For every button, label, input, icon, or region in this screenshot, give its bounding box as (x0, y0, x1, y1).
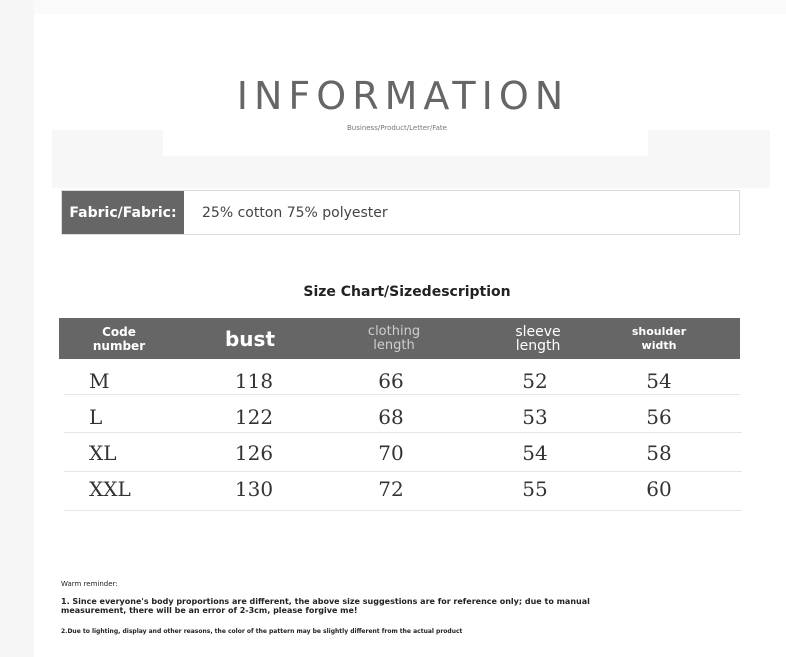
cell-bust: 122 (234, 405, 274, 429)
warm-reminder-heading: Warm reminder: (61, 580, 118, 588)
header-sleeve-line2: length (515, 337, 561, 354)
cell-sleeve: 52 (522, 369, 548, 393)
cell-size: L (89, 405, 103, 429)
row-divider (64, 394, 740, 395)
header-length-line2: length (373, 337, 415, 353)
header-bust (179, 318, 321, 359)
cell-size: XXL (89, 477, 131, 501)
header-bust-label: bust (224, 326, 276, 351)
header-shoulder-line2: width (641, 338, 677, 352)
cell-bust: 130 (234, 477, 274, 501)
size-chart-title: Size Chart/Sizedescription (303, 284, 511, 300)
cell-sleeve: 54 (522, 441, 548, 465)
cell-shoulder: 56 (646, 405, 672, 429)
cell-bust: 118 (234, 369, 274, 393)
header-shoulder-width (609, 318, 709, 359)
fabric-info-box (61, 190, 740, 235)
table-row (59, 471, 740, 507)
header-length-line1: clothing (367, 323, 421, 339)
page-subtitle: Business/Product/Letter/Fate (346, 124, 447, 132)
reminder-note-1-line-2: measurement, there will be an error of 2-3cm, please forgive me! (61, 606, 358, 615)
table-row (59, 435, 740, 471)
header-code-line2: number (92, 338, 146, 353)
row-divider (64, 510, 742, 511)
header-shoulder-line1: shoulder (631, 324, 687, 338)
cell-size: M (89, 369, 110, 393)
reminder-note-1-line-1: 1. Since everyone's body proportions are different, the above size suggestions are for reference only; due to manual (61, 597, 590, 606)
page-title: INFORMATION (236, 74, 570, 118)
header-sleeve-length (467, 318, 609, 359)
fabric-value: 25% cotton 75% polyester (202, 204, 388, 221)
cell-length: 70 (378, 441, 404, 465)
cell-bust: 126 (234, 441, 274, 465)
header-clothing-length (321, 318, 467, 359)
background-strip-top (34, 0, 786, 14)
cell-shoulder: 60 (646, 477, 672, 501)
reminder-note-2: 2.Due to lighting, display and other reasons, the color of the pattern may be slightly different from the actual product (61, 628, 463, 635)
table-row (59, 399, 740, 435)
size-table-header (59, 318, 740, 359)
header-code-number (59, 318, 179, 359)
cell-size: XL (89, 441, 117, 465)
cell-length: 66 (378, 369, 404, 393)
cell-length: 68 (378, 405, 404, 429)
fabric-label: Fabric/Fabric: (62, 191, 184, 234)
header-code-line1: Code (102, 324, 136, 339)
row-divider (64, 432, 742, 433)
cell-shoulder: 58 (646, 441, 672, 465)
cell-sleeve: 53 (522, 405, 548, 429)
cell-sleeve: 55 (522, 477, 548, 501)
cell-shoulder: 54 (646, 369, 672, 393)
cell-length: 72 (378, 477, 404, 501)
header-sleeve-line1: sleeve (515, 323, 561, 340)
